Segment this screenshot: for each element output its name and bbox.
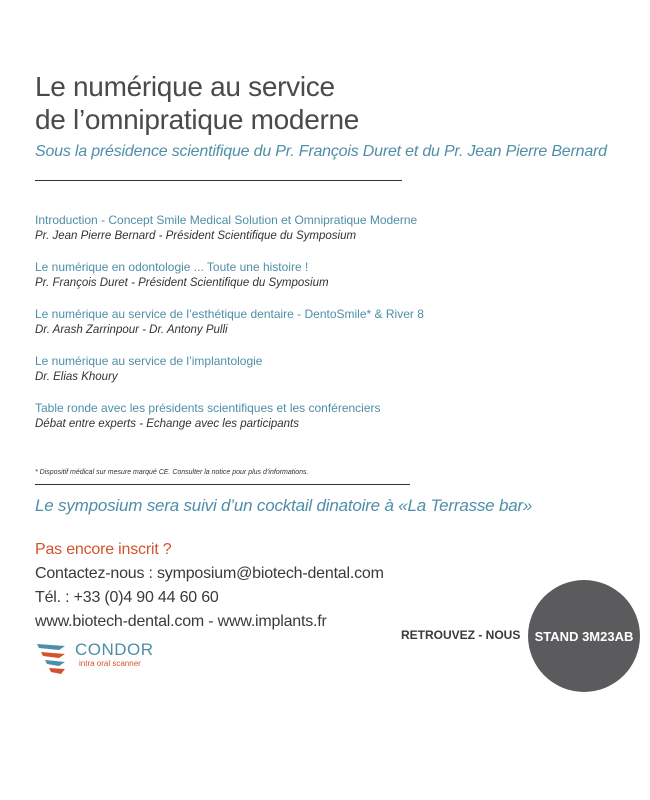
footnote: * Dispositif médical sur mesure marqué CE. Consulter la notice pour plus d’informations. bbox=[35, 469, 309, 476]
program-item-speakers: Pr. François Duret - Président Scientifique du Symposium bbox=[35, 277, 329, 289]
stand-label: RETROUVEZ - NOUS bbox=[401, 628, 521, 642]
title-line-1: Le numérique au service bbox=[35, 71, 335, 102]
program-item bbox=[35, 400, 455, 432]
program-item bbox=[35, 353, 455, 385]
program-item bbox=[35, 212, 455, 244]
contact-email[interactable]: Contactez-nous : symposium@biotech-dental.com bbox=[35, 565, 384, 582]
logo-tagline: intra oral scanner bbox=[79, 659, 141, 668]
program-item-title: Le numérique en odontologie ... Toute une histoire ! bbox=[35, 260, 309, 274]
program-item-speakers: Dr. Elias Khoury bbox=[35, 371, 118, 383]
condor-logo bbox=[35, 636, 175, 682]
title-line-2: de l’omnipratique moderne bbox=[35, 104, 360, 135]
registration-cta: Pas encore inscrit ? bbox=[35, 541, 172, 558]
stand-number: STAND 3M23AB bbox=[534, 628, 634, 644]
program-item bbox=[35, 259, 455, 291]
contact-websites[interactable]: www.biotech-dental.com - www.implants.fr bbox=[35, 613, 327, 630]
condor-wing-icon bbox=[35, 636, 75, 680]
program-item-speakers: Dr. Arash Zarrinpour - Dr. Antony Pulli bbox=[35, 324, 228, 336]
program-item-speakers: Débat entre experts - Echange avec les participants bbox=[35, 418, 300, 430]
program-item-title: Introduction - Concept Smile Medical Solution et Omnipratique Moderne bbox=[35, 213, 418, 227]
subtitle: Sous la présidence scientifique du Pr. François Duret et du Pr. Jean Pierre Bernard bbox=[35, 143, 607, 160]
contact-block bbox=[35, 538, 384, 634]
divider-top bbox=[35, 180, 402, 181]
program-item-title: Le numérique au service de l’esthétique dentaire - DentoSmile* & River 8 bbox=[35, 307, 424, 321]
cocktail-note: Le symposium sera suivi d’un cocktail dinatoire à «La Terrasse bar» bbox=[35, 496, 533, 515]
logo-name: CONDOR bbox=[75, 640, 154, 659]
page-title bbox=[35, 70, 359, 136]
stand-badge bbox=[528, 580, 640, 692]
program-item-speakers: Pr. Jean Pierre Bernard - Président Scientifique du Symposium bbox=[35, 230, 357, 242]
program-list bbox=[35, 212, 455, 447]
program-item-title: Table ronde avec les présidents scientifiques et les conférenciers bbox=[35, 401, 381, 415]
contact-phone: Tél. : +33 (0)4 90 44 60 60 bbox=[35, 589, 219, 606]
divider-bottom bbox=[35, 484, 410, 485]
program-item-title: Le numérique au service de l’implantologie bbox=[35, 354, 263, 368]
program-item bbox=[35, 306, 455, 338]
